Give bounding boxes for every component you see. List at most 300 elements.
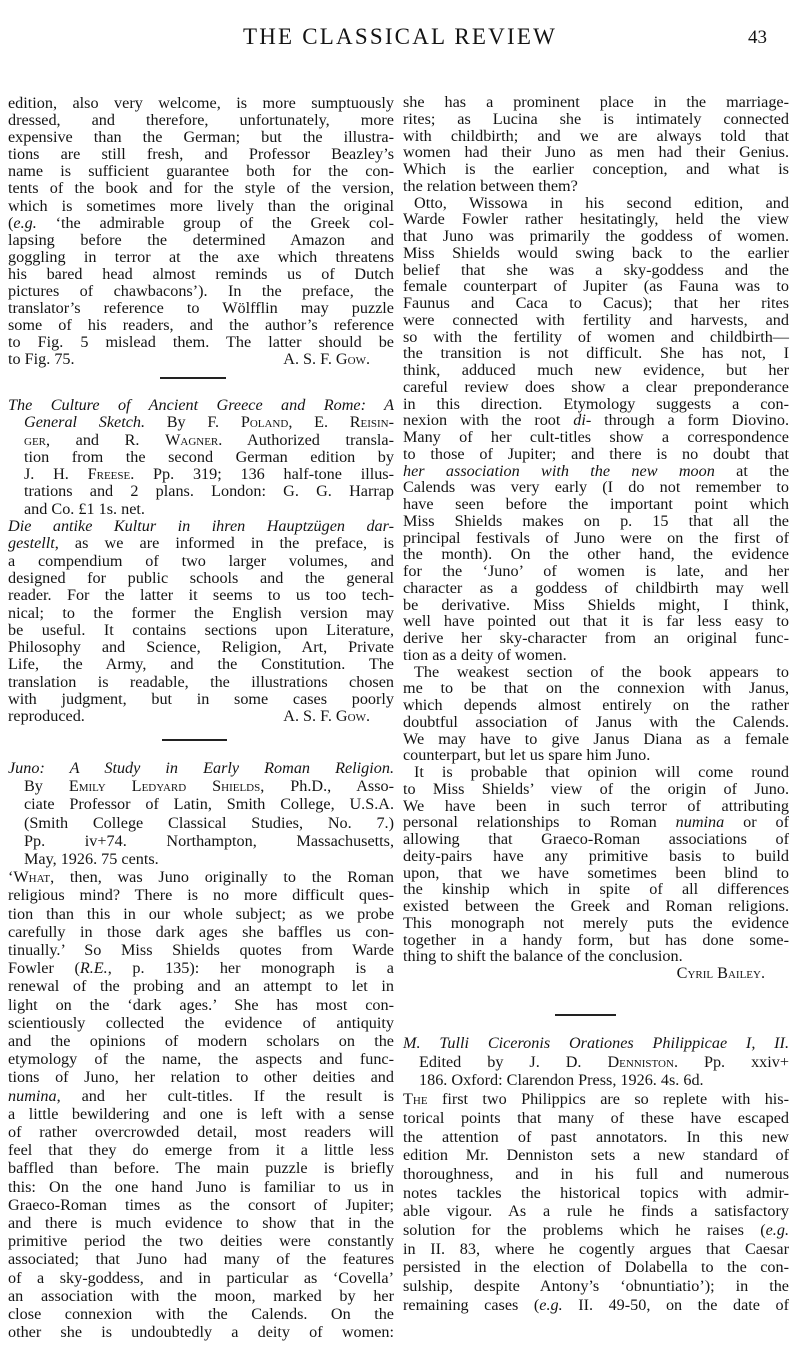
- text-line: [403, 412, 789, 429]
- text-line: [403, 881, 789, 898]
- text-line: [403, 329, 789, 346]
- text-line: [8, 1105, 394, 1123]
- text: scientiously collected the evidence of antiquity: [8, 1013, 394, 1032]
- text: derive her sky-character from an original func-: [403, 629, 789, 647]
- text: baffled than before. The main puzzle is briefly: [8, 1159, 394, 1178]
- text: reader. For the latter it seems to us too tech-: [8, 586, 394, 605]
- text: rites; as Lucina she is intimately connected: [403, 109, 789, 128]
- page-number: 43: [748, 27, 767, 48]
- small-caps-text: Freese: [87, 465, 131, 484]
- text: other she is undoubtedly a deity of women:: [8, 1323, 394, 1342]
- text: the kinship which in spite of all differences: [403, 880, 789, 899]
- text: tions of Juno, her relation to other deities and: [8, 1068, 394, 1087]
- text-line: [403, 613, 789, 630]
- text-line: [403, 463, 789, 480]
- text: . Pp. 319; 136 half-tone illus-: [130, 465, 394, 484]
- text: , as we are informed in the preface, is: [54, 534, 394, 553]
- text: which is sometimes more lively than the original: [8, 196, 394, 215]
- text: Faunus and Caca to Cacus); that her rites: [403, 294, 789, 312]
- text-line: [8, 553, 394, 570]
- paragraph: [403, 94, 789, 195]
- text: By: [24, 777, 69, 796]
- text: the transition is not difficult. She has not, I: [403, 344, 789, 363]
- italic-text: gestellt: [8, 534, 55, 553]
- text-line: [403, 530, 789, 547]
- text: or of: [724, 813, 790, 832]
- text: trations and 2 plans. London: G. G. Harrap: [24, 482, 394, 501]
- text: thoroughness, and in his full and numerous: [403, 1164, 789, 1183]
- text-line: [8, 832, 394, 850]
- text: , and her cult-titles. If the result is: [56, 1086, 394, 1105]
- text-line: [8, 215, 394, 232]
- text-line: [403, 563, 789, 580]
- text: some of his readers, and the author’s reference: [8, 316, 394, 335]
- text: dressed, and therefore, unfortunately, more: [8, 111, 394, 130]
- italic-text: di-: [573, 411, 592, 430]
- text: Miss Shields makes on p. 15 that all the: [403, 511, 789, 530]
- text: allowing that Graeco-Roman associations of: [403, 830, 789, 848]
- text-line: [8, 1305, 394, 1323]
- text-line: [403, 111, 789, 128]
- italic-text: Juno: A Study in Early Roman Religion.: [8, 759, 394, 777]
- text: Many of her cult-titles show a correspondence: [403, 428, 789, 446]
- italic-text: General Sketch.: [24, 413, 146, 432]
- text-line: [403, 546, 789, 563]
- text-line: [403, 379, 789, 396]
- text-line: [403, 714, 789, 731]
- text-line: [403, 479, 789, 496]
- text: careful review does show a clear preponderance: [403, 377, 789, 396]
- text-line: [8, 587, 394, 604]
- text-line: [8, 959, 394, 977]
- text-line: [8, 996, 394, 1014]
- text: Calends was very early (I do not remember to: [403, 478, 789, 497]
- text-line: [8, 232, 394, 249]
- text-line: [8, 605, 394, 622]
- text: translator’s reference to Wölfflin may puzzle: [8, 299, 394, 318]
- text-line: [403, 1071, 789, 1090]
- text: , E.: [288, 413, 350, 432]
- text: The weakest section of the book appears to: [414, 662, 789, 681]
- text-line: [403, 228, 789, 245]
- text-line: [8, 432, 394, 449]
- reviewer-signature: A. S. F. Gow.: [283, 350, 370, 369]
- text-line: [8, 886, 394, 904]
- text-line: [8, 518, 394, 535]
- small-caps-text: Denniston: [607, 1052, 674, 1071]
- text-line: [8, 639, 394, 656]
- text: religious mind? There is no more difficult ques-: [8, 886, 394, 905]
- text: so with the fertility of women and childbirth—: [403, 327, 789, 346]
- text: Graeco-Roman times as the consort of Jupiter;: [8, 1195, 394, 1214]
- text: of a sky-goddess, and in particular as ‘Covella’: [8, 1268, 394, 1287]
- section-divider: [160, 377, 226, 379]
- text-line: [403, 1034, 789, 1053]
- text-line: [403, 1146, 789, 1165]
- text-line: [8, 777, 394, 795]
- text-line: [8, 266, 394, 283]
- text: personal relationships to Roman: [403, 813, 676, 832]
- text: ciate Professor of Latin, Smith College, U.S.A.: [24, 795, 394, 814]
- text-line: [8, 1087, 394, 1105]
- text: , then, was Juno originally to the Roman: [50, 868, 394, 887]
- text: sulship, despite Antony’s ‘obnuntiatio’); in the: [403, 1277, 789, 1296]
- text-line: [403, 1240, 789, 1259]
- text: the month). On the other hand, the evidence: [403, 545, 789, 564]
- text: the relation between them?: [403, 176, 578, 195]
- text-line: [403, 915, 789, 932]
- review-juno-continued: [403, 94, 789, 982]
- italic-text: e.g.: [539, 1295, 563, 1314]
- text: counterpart, but let us spare him Juno.: [403, 746, 651, 765]
- text-line: [403, 362, 789, 379]
- text: Life, the Army, and the Constitution. The: [8, 655, 394, 674]
- text: close connexion with the Calends. On the: [8, 1305, 394, 1324]
- text: his bared head almost reminds us of Dutch: [8, 264, 394, 283]
- text: be useful. It contains sections upon Literature,: [8, 620, 394, 639]
- text-line: [403, 848, 789, 865]
- text-line: [403, 144, 789, 161]
- text-line: [403, 262, 789, 279]
- text: and Co. £1 1s. net.: [24, 499, 145, 518]
- text-line: [403, 161, 789, 178]
- text-line: [403, 865, 789, 882]
- text: a compendium of two larger volumes, and: [8, 551, 394, 570]
- text: with judgment, but in some cases poorly: [8, 690, 394, 709]
- text-line: [403, 898, 789, 915]
- text: Miss Shields would swing back to the earlier: [403, 243, 789, 262]
- text: edition, also very welcome, is more sumptuously: [8, 94, 394, 112]
- text: ‘: [8, 868, 14, 887]
- text-line: [8, 814, 394, 832]
- text: to Fig. 5 mislead them. The latter should be: [8, 333, 394, 352]
- text-line: [8, 850, 394, 868]
- text: edition Mr. Denniston sets a new standard of: [403, 1146, 789, 1165]
- text: in II. 83, where he cogently argues that Caesar: [403, 1239, 789, 1258]
- paragraph: [8, 868, 394, 1341]
- text: through a form Diovino.: [591, 411, 789, 430]
- text: Otto, Wissowa in his second edition, and: [414, 193, 789, 212]
- review-heading: [403, 1034, 789, 1090]
- text: were connected with fertility and harvests, and: [403, 310, 789, 329]
- text: , and R.: [46, 430, 166, 449]
- text: expensive than the German; but the illustra-: [8, 128, 394, 147]
- text-line: [8, 95, 394, 112]
- text-line: [403, 597, 789, 614]
- text-line: [8, 198, 394, 215]
- text-line: [403, 1109, 789, 1128]
- text: able vigour. As a rule he finds a satisfactory: [403, 1202, 789, 1221]
- text: It is probable that opinion will come round: [414, 763, 789, 781]
- text-line: [8, 1068, 394, 1086]
- text-line: [403, 1258, 789, 1277]
- text-line: [403, 295, 789, 312]
- text: at the: [714, 461, 790, 480]
- text-line: [8, 1232, 394, 1250]
- review-culture-of-ancient-greece: [8, 397, 394, 726]
- text: be derivative. Miss Shields might, I think,: [403, 595, 789, 614]
- text: light on the ‘dark ages.’ She has most con-: [8, 995, 394, 1014]
- text: May, 1926. 75 cents.: [24, 850, 159, 869]
- text-line: [403, 94, 789, 111]
- text: to Miss Shields’ view of the origin of Juno.: [403, 779, 789, 798]
- text-line: [403, 764, 789, 781]
- text: primitive period the two deities were constantly: [8, 1232, 394, 1251]
- text: Philosophy and Science, Religion, Art, Private: [8, 638, 394, 657]
- text-line: [8, 501, 394, 518]
- text-line: [8, 622, 394, 639]
- text-line: [8, 300, 394, 317]
- text-line: [403, 1165, 789, 1184]
- text: me to be that on the connexion with Janus,: [403, 679, 789, 698]
- text-line: [8, 334, 394, 351]
- italic-text: Die antike Kultur in ihren Hauptzügen dar-: [8, 517, 394, 536]
- text-line: [403, 1277, 789, 1296]
- text: Warde Fowler rather hesitatingly, held the view: [403, 210, 789, 229]
- text-line: [8, 1032, 394, 1050]
- text: with childbirth; and we are always told that: [403, 126, 789, 145]
- text: notes tackles the historical topics with admir-: [403, 1183, 789, 1202]
- text: reproduced.: [8, 707, 85, 726]
- text-line: [8, 570, 394, 587]
- text-line: [8, 283, 394, 300]
- text: goggling in terror at the axe which threatens: [8, 247, 394, 266]
- text: and the opinions of modern scholars on the: [8, 1032, 394, 1051]
- review-juno: [8, 759, 394, 1342]
- text: she has a prominent place in the marriage-: [403, 93, 789, 111]
- text: torical points that many of these have escaped: [403, 1108, 789, 1127]
- text-line: [403, 312, 789, 329]
- text: think, adduced much new evidence, but her: [403, 361, 789, 379]
- text: doubtful association of Janus with the Calends.: [403, 712, 789, 731]
- text: to Fig. 75.: [8, 350, 75, 369]
- text: tion as a deity of women.: [403, 645, 567, 664]
- text: together in a handy form, but has done some-: [403, 930, 789, 949]
- text: , p. 135): her monograph is a: [107, 959, 394, 978]
- section-divider: [162, 739, 227, 741]
- paragraph: [403, 1090, 789, 1314]
- text-line: [8, 923, 394, 941]
- small-caps-text: The: [403, 1090, 428, 1109]
- small-caps-text: What: [13, 868, 51, 887]
- paragraph: [403, 664, 789, 765]
- text: (: [8, 213, 14, 232]
- text-line: [8, 351, 394, 368]
- text: feel that they do emerge from it a little less: [8, 1141, 394, 1160]
- text: to those of Jupiter; and there is no doubt that: [403, 444, 789, 463]
- text-line: [403, 664, 789, 681]
- text: thing to shift the balance of the conclusion.: [403, 947, 683, 966]
- text-line: [403, 1128, 789, 1147]
- text: remaining cases (: [403, 1295, 540, 1314]
- text: ‘the admirable group of the Greek col-: [36, 213, 394, 232]
- text: first two Philippics are so replete with his-: [427, 1090, 789, 1109]
- text-line: [403, 697, 789, 714]
- text: solution for the problems which he raises (: [403, 1221, 766, 1240]
- text-line: [403, 647, 789, 664]
- text-line: [403, 1202, 789, 1221]
- small-caps-text: Reisin-: [349, 413, 394, 432]
- small-caps-text: Wagner: [165, 430, 219, 449]
- text-line: [403, 747, 789, 764]
- text: etymology of the name, the aspects and func-: [8, 1050, 394, 1069]
- text: carefully in those dark ages she baffles us con-: [8, 922, 394, 941]
- text: the attention of past annotators. In this new: [403, 1127, 789, 1146]
- text: persisted in the election of Dolabella to the con-: [403, 1258, 789, 1277]
- text: principal festivals of Juno were on the first of: [403, 528, 789, 547]
- text-line: [8, 905, 394, 923]
- small-caps-text: Poland: [240, 413, 289, 432]
- text-line: [8, 163, 394, 180]
- text: well have pointed out that it is far less easy to: [403, 612, 789, 631]
- text-line: [403, 798, 789, 815]
- text-line: [8, 146, 394, 163]
- italic-text: The Culture of Ancient Greece and Rome: A: [8, 396, 394, 414]
- text-line: [403, 429, 789, 446]
- text-line: [8, 1269, 394, 1287]
- text: upon, that we have sometimes been blind to: [403, 863, 789, 882]
- text-line: [8, 1196, 394, 1214]
- paragraph: [8, 518, 394, 726]
- text-line: [403, 245, 789, 262]
- text: an association with the moon, marked by her: [8, 1286, 394, 1305]
- text-line: [403, 278, 789, 295]
- text: Which is the earlier conception, and what is: [403, 160, 789, 178]
- paragraph: [403, 195, 789, 664]
- running-head-title: THE CLASSICAL REVIEW: [242, 24, 557, 49]
- reviewer-signature: A. S. F. Gow.: [283, 707, 370, 726]
- italic-text: her association with the new moon: [403, 461, 715, 480]
- text-line: [403, 211, 789, 228]
- text: tinually.’ So Miss Shields quotes from Warde: [8, 941, 394, 960]
- text-line: [8, 1214, 394, 1232]
- small-caps-text: Emily Ledyard Shields: [68, 777, 261, 796]
- text: character as a goddess of childbirth may well: [403, 578, 789, 597]
- text-line: [8, 795, 394, 813]
- section-divider: [555, 1014, 616, 1016]
- paragraph: [403, 764, 789, 965]
- text-line: [403, 731, 789, 748]
- text-line: [8, 977, 394, 995]
- italic-text: e.g.: [13, 213, 37, 232]
- italic-text: M. Tulli Ciceronis Orationes Philippicae I, II.: [403, 1034, 789, 1052]
- text-line: [8, 1050, 394, 1068]
- text-line: [403, 496, 789, 513]
- text-line: [403, 630, 789, 647]
- text: lapsing before the determined Amazon and: [8, 230, 394, 249]
- text-line: [8, 397, 394, 414]
- text-line: [8, 691, 394, 708]
- text-line: [403, 345, 789, 362]
- text-line: [8, 674, 394, 691]
- text-line: [8, 868, 394, 886]
- small-caps-text: ger: [24, 430, 46, 449]
- text: By F.: [145, 413, 241, 432]
- text: tion from the second German edition by: [24, 447, 394, 466]
- text-line: [403, 1090, 789, 1109]
- text-line: [403, 1053, 789, 1072]
- text: associated; that Juno had many of the features: [8, 1250, 394, 1269]
- text-line: [8, 466, 394, 483]
- text: name is sufficient guarantee both for the con-: [8, 162, 394, 181]
- text: this: On the one hand Juno is familiar to us in: [8, 1177, 394, 1196]
- italic-text: numina: [8, 1086, 57, 1105]
- text-line: [403, 446, 789, 463]
- paragraph: [8, 95, 394, 369]
- text: We may have to give Janus Diana as a female: [403, 729, 789, 748]
- text: translation is readable, the illustrations chosen: [8, 672, 394, 691]
- text: for the ‘Juno’ of women is late, and her: [403, 562, 789, 580]
- text-line: [8, 1014, 394, 1032]
- text: of rather overcrowded detail, most readers will: [8, 1123, 394, 1142]
- text: have seen before the important point which: [403, 495, 789, 513]
- text-line: [403, 1221, 789, 1240]
- text-line: [8, 483, 394, 500]
- text: a little bewildering and one is left with a sense: [8, 1104, 394, 1123]
- text-line: [8, 1123, 394, 1141]
- small-caps-text: Cyril Bailey.: [676, 964, 765, 982]
- text-line: [8, 414, 394, 431]
- text-line: [403, 932, 789, 949]
- text: belief that she was a sky-goddess and the: [403, 260, 789, 279]
- reviewer-signature: [403, 965, 789, 982]
- text-line: [8, 180, 394, 197]
- text-line: [8, 708, 394, 725]
- text-line: [403, 1296, 789, 1315]
- text: Edited by J. D.: [419, 1052, 608, 1071]
- italic-text: e.g.: [765, 1221, 789, 1240]
- text: female counterpart of Jupiter (as Fauna was to: [403, 277, 789, 296]
- text-line: [403, 831, 789, 848]
- text: 186. Oxford: Clarendon Press, 1926. 4s. 6d.: [419, 1071, 704, 1090]
- text: tions are still fresh, and Professor Beazley’s: [8, 145, 394, 164]
- review-heading: [8, 759, 394, 868]
- text-line: [403, 178, 789, 195]
- text: existed between the Greek and Roman religions.: [403, 897, 789, 915]
- text-line: [8, 656, 394, 673]
- text-line: [403, 580, 789, 597]
- text-line: [8, 1287, 394, 1305]
- text: nical; to the former the English version may: [8, 603, 394, 622]
- text-line: [8, 112, 394, 129]
- text: women had their Juno as men had their Genius.: [403, 143, 789, 162]
- text: . Authorized transla-: [218, 430, 394, 449]
- text-line: [8, 759, 394, 777]
- text-line: [403, 965, 789, 982]
- text-line: [8, 941, 394, 959]
- review-gow-ending: [8, 95, 394, 369]
- text-line: [8, 1141, 394, 1159]
- text: tents of the book and for the style of the version,: [8, 179, 394, 198]
- text: designed for public schools and the general: [8, 568, 394, 587]
- review-heading: [8, 397, 394, 518]
- text: This monograph not merely puts the evidence: [403, 913, 789, 932]
- text: tion than this in our whole subject; as we probe: [8, 904, 394, 923]
- text-line: [8, 449, 394, 466]
- text-line: [403, 513, 789, 530]
- text: Fowler (: [8, 959, 80, 978]
- text-line: [8, 1250, 394, 1268]
- text: pictures of chawbacons’). In the preface, the: [8, 282, 394, 301]
- text-line: [8, 1323, 394, 1341]
- text-line: [8, 249, 394, 266]
- text-line: [8, 1178, 394, 1196]
- text-line: [8, 1159, 394, 1177]
- text-line: [403, 396, 789, 413]
- text: that Juno was primarily the goddess of women.: [403, 227, 789, 245]
- text: Pp. iv+74. Northampton, Massachusetts,: [24, 831, 394, 850]
- italic-text: R.E.: [79, 959, 108, 978]
